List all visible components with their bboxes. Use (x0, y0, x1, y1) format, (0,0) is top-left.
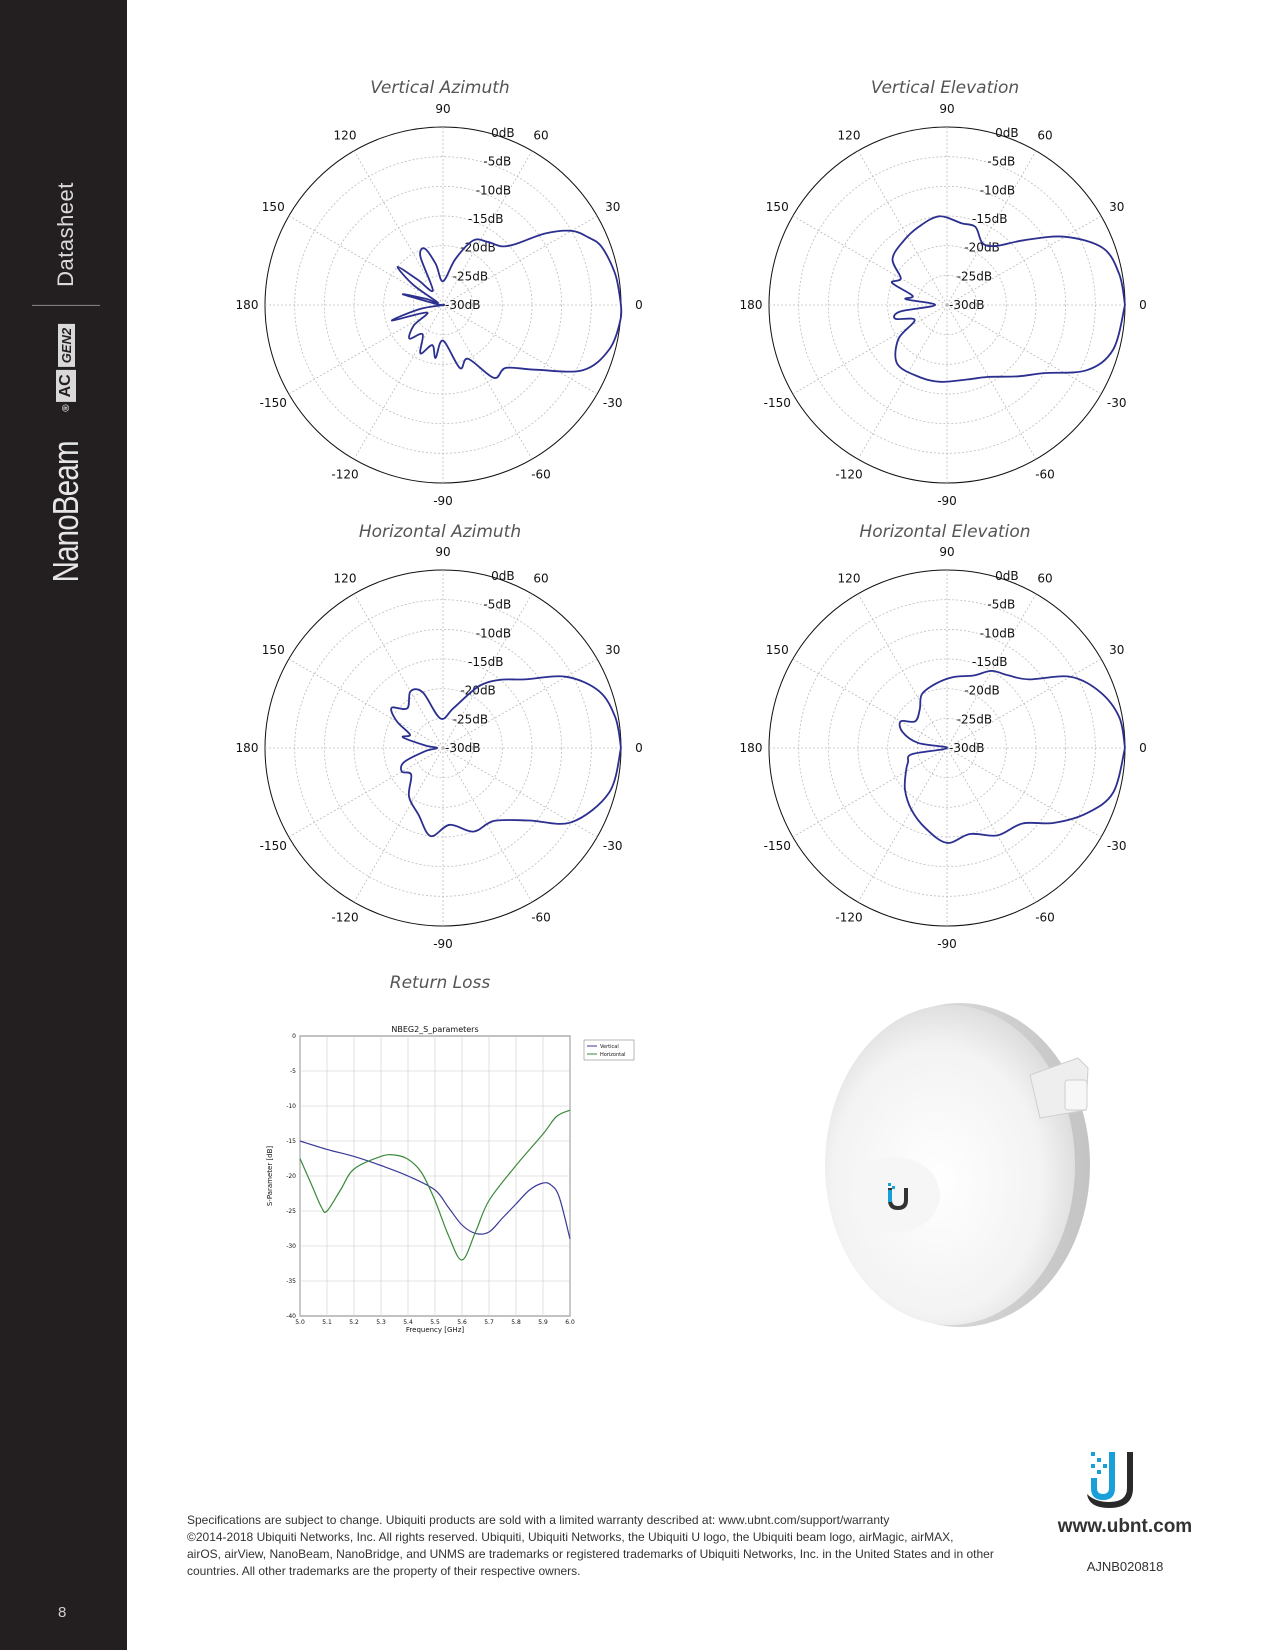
x-tick-label: 5.8 (511, 1319, 521, 1326)
polar-angle-label: -120 (835, 910, 863, 925)
ubiquiti-logo-icon (1085, 1448, 1145, 1510)
polar-radial-label: -25dB (956, 712, 993, 727)
polar-angle-label: 30 (605, 643, 621, 657)
polar-angle-label: -30 (1106, 396, 1127, 410)
polar-angle-label: -150 (763, 839, 791, 853)
page-number: 8 (58, 1604, 67, 1621)
polar-angle-label: -120 (331, 467, 359, 482)
product-photo-dish (810, 1000, 1100, 1330)
registered-mark: ® (60, 404, 72, 412)
polar-angle-label: 60 (533, 571, 549, 586)
polar-angle-label: 0 (1139, 741, 1147, 755)
polar-radial-label: 0dB (995, 569, 1019, 584)
polar-angle-label: -60 (1035, 467, 1055, 482)
polar-radial-label: -5dB (987, 597, 1016, 612)
product-name: NanoBeam (45, 441, 86, 583)
footer-line: countries. All other trademarks are the property of their respective owners. (187, 1564, 581, 1578)
polar-angle-label: 150 (261, 200, 285, 214)
y-tick-label: -20 (286, 1173, 296, 1180)
x-tick-label: 6.0 (565, 1319, 575, 1326)
polar-angle-label: -30 (1106, 839, 1127, 853)
chart-title-horizontal-elevation: Horizontal Elevation (859, 522, 1031, 542)
polar-angle-label: 60 (533, 128, 549, 143)
polar-angle-label: -150 (259, 396, 287, 410)
x-tick-label: 5.9 (538, 1319, 548, 1326)
polar-angle-label: 0 (635, 298, 643, 312)
legend-label: Horizontal (600, 1052, 626, 1058)
polar-radial-label: -20dB (460, 240, 496, 255)
polar-angle-label: -90 (937, 494, 957, 508)
y-tick-label: -5 (290, 1068, 296, 1075)
polar-angle-label: 120 (837, 128, 861, 143)
polar-radial-label: -5dB (483, 154, 512, 169)
polar-radial-label: -5dB (987, 154, 1016, 169)
y-tick-label: 0 (292, 1033, 296, 1040)
return-loss-chart (260, 1020, 640, 1340)
polar-angle-label: -60 (1035, 910, 1055, 925)
polar-radial-label: -20dB (964, 683, 1000, 698)
footer-line: airOS, airView, NanoBeam, NanoBridge, and UNMS are trademarks or registered trademarks of Ubiquiti Networks, Inc. in the United States and in other (187, 1547, 994, 1561)
x-tick-label: 5.6 (457, 1319, 467, 1326)
document-code: AJNB020818 (1086, 1559, 1164, 1574)
polar-radial-label: -5dB (483, 597, 512, 612)
polar-angle-label: 120 (333, 571, 357, 586)
y-tick-label: -35 (286, 1278, 296, 1285)
doc-type: Datasheet (53, 182, 78, 287)
radiation-pattern-line (900, 671, 1125, 843)
polar-radial-label: -25dB (452, 712, 489, 727)
chart-title-vertical-azimuth: Vertical Azimuth (370, 78, 510, 98)
polar-radial-label: -30dB (445, 741, 481, 755)
x-tick-label: 5.2 (349, 1319, 359, 1326)
polar-radial-label: -25dB (956, 269, 993, 284)
polar-angle-label: -120 (835, 467, 863, 482)
website-link[interactable]: www.ubnt.com (1057, 1516, 1193, 1537)
legend-label: Vertical (600, 1044, 619, 1050)
polar-spoke (793, 659, 947, 748)
polar-angle-label: -150 (259, 839, 287, 853)
x-tick-label: 5.0 (295, 1319, 305, 1326)
polar-angle-label: 180 (739, 298, 763, 312)
polar-angle-label: -60 (531, 467, 551, 482)
footer-line: ©2014-2018 Ubiquiti Networks, Inc. All rights reserved. Ubiquiti, Ubiquiti Networks, the Ubiquiti U logo, the Ubiquiti beam logo, airMagic, airMAX, (187, 1530, 954, 1544)
polar-angle-label: 120 (837, 571, 861, 586)
y-tick-label: -40 (286, 1313, 296, 1320)
chart-title-horizontal-azimuth: Horizontal Azimuth (358, 522, 522, 542)
polar-angle-label: 30 (1109, 643, 1125, 657)
polar-radial-label: -15dB (972, 212, 1008, 227)
polar-angle-label: 60 (1037, 128, 1053, 143)
y-tick-label: -30 (286, 1243, 296, 1250)
polar-radial-label: -30dB (445, 298, 481, 312)
legal-footer (187, 1512, 1007, 1580)
polar-radial-label: -10dB (475, 183, 512, 198)
polar-angle-label: 90 (939, 102, 955, 116)
polar-radial-label: -10dB (979, 626, 1016, 641)
polar-angle-label: 150 (765, 643, 789, 657)
polar-angle-label: 150 (765, 200, 789, 214)
polar-radial-label: -10dB (979, 183, 1016, 198)
polar-angle-label: 150 (261, 643, 285, 657)
footer-line: Specifications are subject to change. Ubiquiti products are sold with a limited warranty described at: www.ubnt.com/support/warranty (187, 1513, 890, 1527)
y-tick-label: -25 (286, 1208, 296, 1215)
polar-angle-label: 180 (739, 741, 763, 755)
polar-angle-label: 30 (1109, 200, 1125, 214)
polar-angle-label: -150 (763, 396, 791, 410)
y-axis-label: S-Parameter [dB] (266, 1145, 274, 1207)
polar-angle-label: 180 (235, 741, 259, 755)
polar-angle-label: -120 (331, 910, 359, 925)
polar-spoke (793, 748, 947, 837)
x-axis-label: Frequency [GHz] (405, 1326, 465, 1334)
polar-radial-label: -15dB (468, 212, 504, 227)
polar-spoke (858, 594, 947, 748)
polar-angle-label: 90 (435, 102, 451, 116)
polar-angle-label: -90 (937, 937, 957, 951)
polar-angle-label: 0 (635, 741, 643, 755)
badge-gen2: GEN2 (58, 324, 75, 367)
x-tick-label: 5.5 (430, 1319, 440, 1326)
polar-angle-label: -90 (433, 494, 453, 508)
polar-angle-label: 120 (333, 128, 357, 143)
y-tick-label: -10 (286, 1103, 296, 1110)
polar-radial-label: -20dB (460, 683, 496, 698)
polar-angle-label: 0 (1139, 298, 1147, 312)
polar-angle-label: 60 (1037, 571, 1053, 586)
y-tick-label: -15 (286, 1138, 296, 1145)
polar-angle-label: -60 (531, 910, 551, 925)
polar-angle-label: 30 (605, 200, 621, 214)
polar-radial-label: 0dB (995, 126, 1019, 141)
polar-angle-label: -90 (433, 937, 453, 951)
polar-radial-label: -10dB (475, 626, 512, 641)
polar-radial-label: -30dB (949, 298, 985, 312)
x-tick-label: 5.3 (376, 1319, 386, 1326)
polar-radial-label: 0dB (491, 126, 515, 141)
polar-angle-label: 90 (435, 545, 451, 559)
polar-spoke (858, 748, 947, 902)
polar-radial-label: -15dB (468, 655, 504, 670)
polar-radial-label: -15dB (972, 655, 1008, 670)
x-tick-label: 5.1 (322, 1319, 332, 1326)
polar-spoke (947, 659, 1101, 748)
polar-radial-label: -30dB (949, 741, 985, 755)
polar-radial-label: 0dB (491, 569, 515, 584)
polar-angle-label: -30 (602, 396, 623, 410)
polar-spoke (947, 748, 1036, 902)
polar-radial-label: -20dB (964, 240, 1000, 255)
plot-title: NBEG2_S_parameters (391, 1025, 479, 1034)
x-tick-label: 5.4 (403, 1319, 413, 1326)
polar-angle-label: -30 (602, 839, 623, 853)
x-tick-label: 5.7 (484, 1319, 494, 1326)
polar-angle-label: 90 (939, 545, 955, 559)
polar-angle-label: 180 (235, 298, 259, 312)
badge-ac: AC (56, 370, 76, 401)
chart-title-return-loss: Return Loss (389, 973, 491, 993)
polar-radial-label: -25dB (452, 269, 489, 284)
chart-title-vertical-elevation: Vertical Elevation (870, 78, 1020, 98)
